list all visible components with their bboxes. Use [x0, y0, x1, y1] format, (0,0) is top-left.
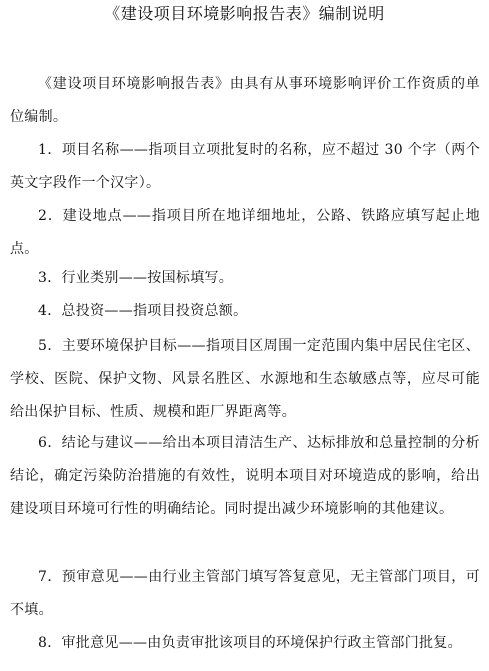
- item-7-pre-review: 7．预审意见——由行业主管部门填写答复意见，无主管部门项目，可不填。: [10, 569, 480, 618]
- item-3-industry-category: 3．行业类别——按国标填写。: [38, 270, 234, 286]
- item-4-total-investment: 4．总投资——指项目投资总额。: [38, 303, 248, 319]
- item-5-protection-targets: 5．主要环境保护目标——指项目区周围一定范围内集中居民住宅区、学校、医院、保护文物、风景名胜区、水源地和生态敏感点等，应尽可能给出保护目标、性质、规模和距厂界距离等。: [10, 338, 480, 420]
- item-1-project-name: 1．项目名称——指项目立项批复时的名称，应不超过 30 个字（两个英文字段作一个汉字）。: [10, 142, 480, 191]
- item-8-approval: 8．审批意见——由负责审批该项目的环境保护行政主管部门批复。: [38, 635, 462, 651]
- item-6-conclusions: 6．结论与建议——给出本项目清洁生产、达标排放和总量控制的分析结论，确定污染防治措施的有效性，说明本项目对环境造成的影响，给出建设项目环境可行性的明确结论。同时提出减少环境影响的其他建议。: [10, 435, 480, 517]
- document-title: 《建设项目环境影响报告表》编制说明: [104, 4, 385, 23]
- intro-paragraph: 《建设项目环境影响报告表》由具有从事环境影响评价工作资质的单位编制。: [10, 76, 480, 125]
- item-2-construction-site: 2．建设地点——指项目所在地详细地址，公路、铁路应填写起止地点。: [10, 208, 480, 257]
